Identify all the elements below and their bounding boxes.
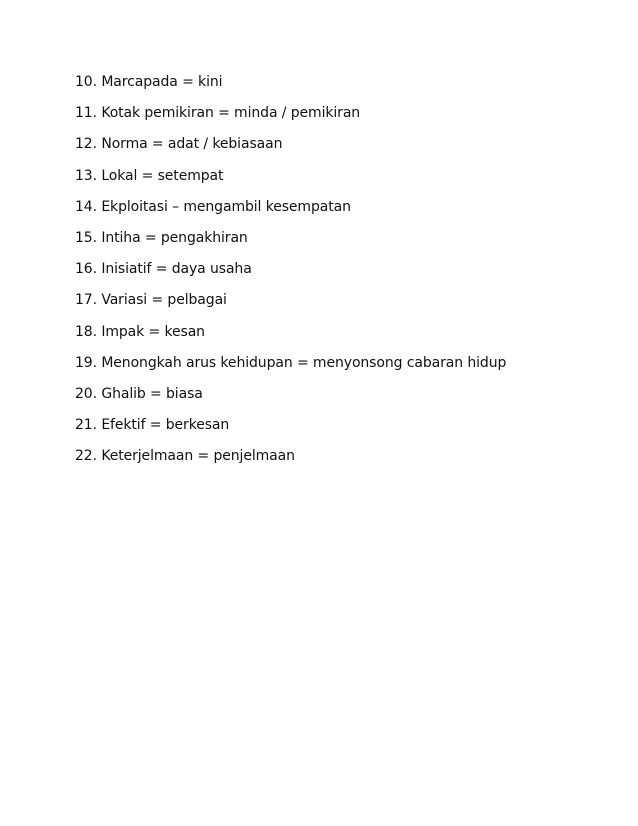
list-item: 22. Keterjelmaan = penjelmaan: [75, 448, 295, 465]
vocabulary-list: [75, 72, 506, 477]
list-item: 15. Intiha = pengakhiran: [75, 229, 248, 246]
list-item: 11. Kotak pemikiran = minda / pemikiran: [75, 105, 361, 122]
list-item: 14. Ekploitasi – mengambil kesempatan: [75, 198, 351, 215]
list-item: 20. Ghalib = biasa: [75, 385, 203, 402]
list-item: 13. Lokal = setempat: [75, 167, 224, 184]
list-item: 18. Impak = kesan: [75, 323, 205, 340]
list-item: 21. Efektif = berkesan: [75, 417, 230, 434]
list-item: 19. Menongkah arus kehidupan = menyonsong cabaran hidup: [75, 354, 507, 371]
list-item: 17. Variasi = pelbagai: [75, 292, 227, 309]
list-item: 12. Norma = adat / kebiasaan: [75, 136, 283, 153]
list-item: 10. Marcapada = kini: [75, 74, 223, 90]
list-item: 16. Inisiatif = daya usaha: [75, 261, 252, 278]
